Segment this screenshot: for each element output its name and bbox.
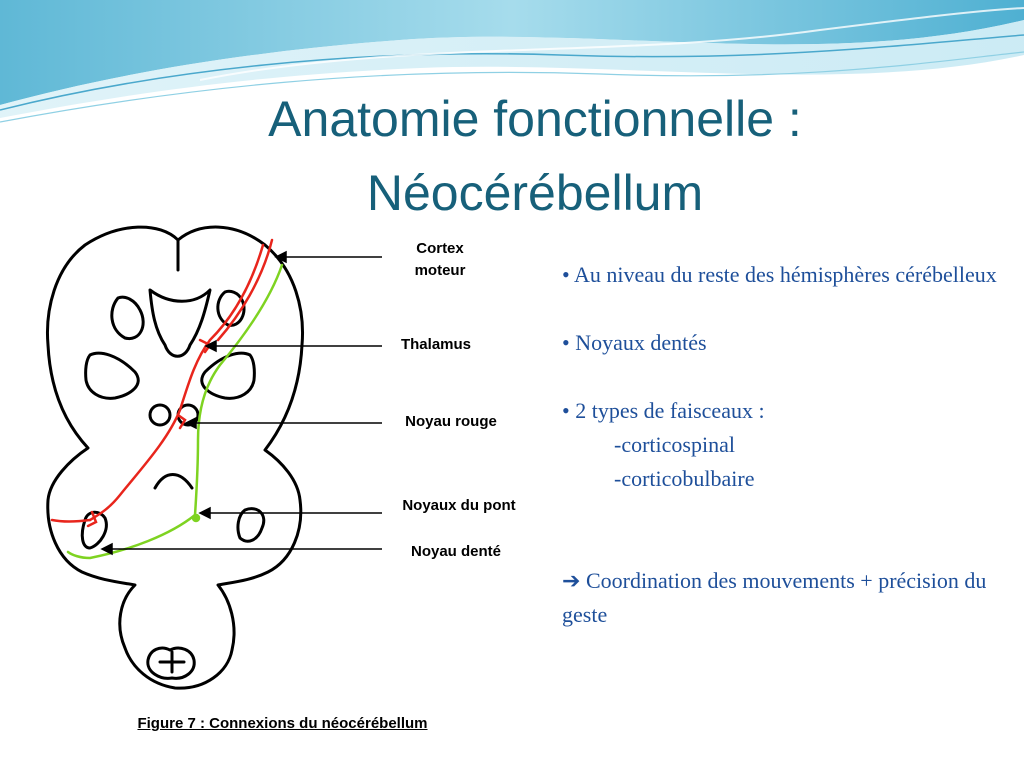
bullet-list: [562, 258, 1022, 632]
arrow-right-icon: ➔: [562, 568, 581, 593]
bullet-noyaux-dentes: • Noyaux dentés: [562, 330, 707, 355]
figure-caption-text: Figure 7 : Connexions du néocérébellum: [137, 715, 428, 732]
label-thalamus: Thalamus: [385, 334, 487, 358]
title-line-2: Néocérébellum: [366, 165, 704, 221]
label-noyau-rouge: Noyau rouge: [385, 411, 517, 435]
label-cortex-moteur-line2: moteur: [414, 262, 466, 279]
bullet-corticobulbaire: -corticobulbaire: [614, 466, 755, 491]
bullet-corticospinal: -corticospinal: [614, 432, 735, 457]
label-cortex-moteur-line1: Cortex: [416, 240, 464, 257]
label-noyau-dente: Noyau denté: [385, 541, 527, 565]
conclusion-line: [562, 564, 1022, 632]
label-noyaux-du-pont: Noyaux du pont: [385, 495, 533, 519]
title-line-1: Anatomie fonctionnelle :: [268, 91, 802, 147]
bullet-faisceaux: • 2 types de faisceaux :: [562, 398, 765, 423]
figure-caption: [95, 708, 470, 744]
label-cortex-moteur: [385, 238, 495, 284]
conclusion-text: Coordination des mouvements + précision du geste: [562, 568, 987, 627]
bullet-hemispheres: • Au niveau du reste des hémisphères cérébelleux: [562, 262, 997, 287]
figure-background: [30, 208, 326, 702]
